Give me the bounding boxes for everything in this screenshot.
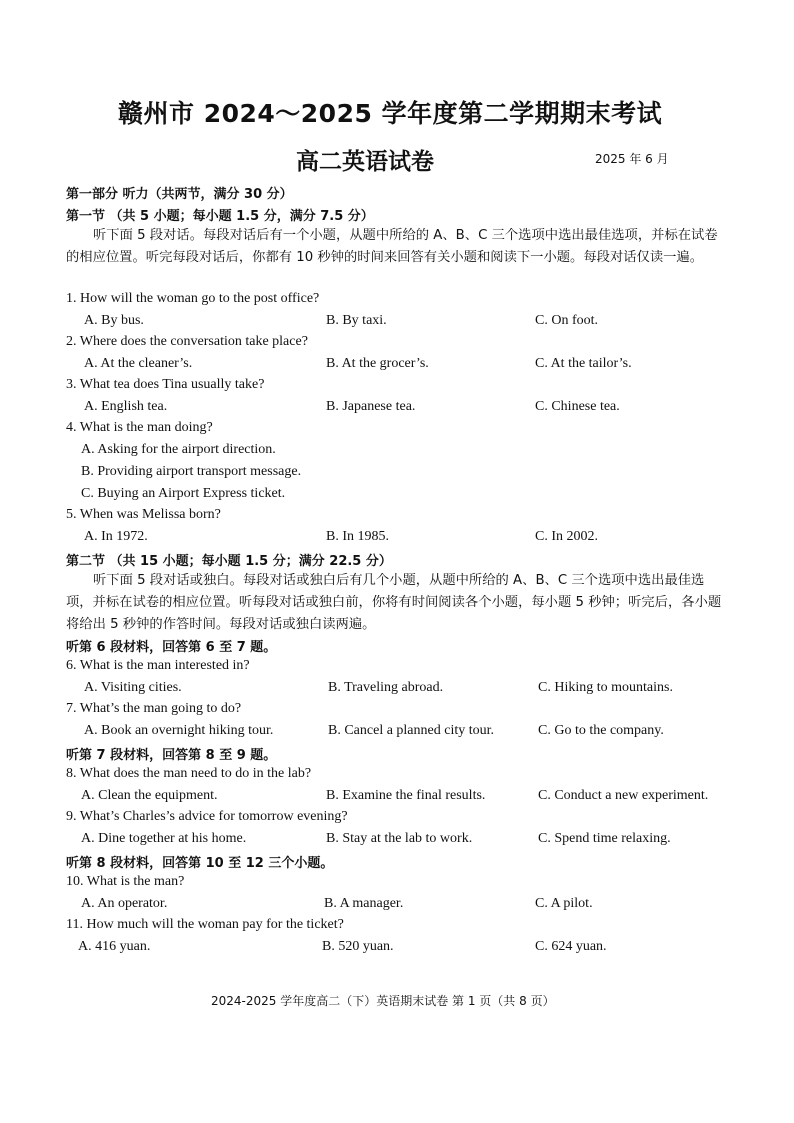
page-footer: 2024-2025 学年度高二（下）英语期末试卷 第 1 页（共 8 页） bbox=[211, 994, 555, 1008]
q11-option-a: A. 416 yuan. bbox=[78, 939, 151, 954]
q4-option-a: A. Asking for the airport direction. bbox=[81, 442, 276, 457]
q7-option-a: A. Book an overnight hiking tour. bbox=[84, 723, 274, 738]
q9-option-c: C. Spend time relaxing. bbox=[538, 831, 671, 846]
q6-option-a: A. Visiting cities. bbox=[84, 680, 182, 695]
q6-option-b: B. Traveling abroad. bbox=[328, 680, 444, 695]
section2-instructions: 听下面 5 段对话或独白。每段对话或独白后有几个小题，从题中所给的 A、B、C 三个选项中选出最佳选项，并标在试卷的相应位置。听每段对话或独白前，你将有时间阅读各个小题，每小题 5 秒钟；听完后，各小题将给出 5 秒钟的作答时间。每段对话或独白读两遍。 bbox=[66, 573, 722, 632]
q1-option-c: C. On foot. bbox=[535, 313, 598, 328]
section1-instructions: 听下面 5 段对话。每段对话后有一个小题，从题中所给的 A、B、C 三个选项中选出最佳选项，并标在试卷的相应位置。听完每段对话后，你都有 10 秒钟的时间来回答有关小题和阅读下一小题。每段对话仅读一遍。 bbox=[66, 228, 718, 265]
question-5: 5. When was Melissa born? bbox=[66, 507, 221, 522]
section2-heading: 第二节 （共 15 小题；每小题 1.5 分；满分 22.5 分） bbox=[66, 554, 392, 569]
exam-date: 2025 年 6 月 bbox=[595, 152, 669, 166]
q11-option-c: C. 624 yuan. bbox=[535, 939, 607, 954]
q4-option-c: C. Buying an Airport Express ticket. bbox=[81, 486, 286, 501]
q5-option-c: C. In 2002. bbox=[535, 529, 598, 544]
section1-heading: 第一节 （共 5 小题；每小题 1.5 分，满分 7.5 分） bbox=[66, 209, 374, 224]
q8-option-a: A. Clean the equipment. bbox=[81, 788, 218, 803]
q9-option-a: A. Dine together at his home. bbox=[81, 831, 247, 846]
q2-option-a: A. At the cleaner’s. bbox=[84, 356, 193, 371]
q2-option-c: C. At the tailor’s. bbox=[535, 356, 632, 371]
question-8: 8. What does the man need to do in the lab? bbox=[66, 766, 312, 781]
q6-option-c: C. Hiking to mountains. bbox=[538, 680, 673, 695]
exam-title: 赣州市 2024～2025 学年度第二学期期末考试 bbox=[118, 99, 663, 128]
q10-option-b: B. A manager. bbox=[324, 896, 404, 911]
question-2: 2. Where does the conversation take place? bbox=[66, 334, 308, 349]
question-1: 1. How will the woman go to the post office? bbox=[66, 291, 320, 306]
q2-option-b: B. At the grocer’s. bbox=[326, 356, 429, 371]
question-7: 7. What’s the man going to do? bbox=[66, 701, 242, 716]
q10-option-a: A. An operator. bbox=[81, 896, 168, 911]
q7-option-b: B. Cancel a planned city tour. bbox=[328, 723, 495, 738]
q5-option-a: A. In 1972. bbox=[84, 529, 148, 544]
q11-option-b: B. 520 yuan. bbox=[322, 939, 394, 954]
q4-option-b: B. Providing airport transport message. bbox=[81, 464, 302, 479]
page-title: 高二英语试卷 bbox=[296, 149, 434, 175]
q3-option-b: B. Japanese tea. bbox=[326, 399, 416, 414]
question-3: 3. What tea does Tina usually take? bbox=[66, 377, 265, 392]
question-10: 10. What is the man? bbox=[66, 874, 185, 889]
question-4: 4. What is the man doing? bbox=[66, 420, 213, 435]
question-11: 11. How much will the woman pay for the ticket? bbox=[66, 917, 344, 932]
q8-option-b: B. Examine the final results. bbox=[326, 788, 486, 803]
question-6: 6. What is the man interested in? bbox=[66, 658, 250, 673]
material-8-heading: 听第 8 段材料，回答第 10 至 12 三个小题。 bbox=[66, 856, 334, 871]
q7-option-c: C. Go to the company. bbox=[538, 723, 664, 738]
part1-heading: 第一部分 听力（共两节，满分 30 分） bbox=[66, 187, 293, 202]
q3-option-c: C. Chinese tea. bbox=[535, 399, 620, 414]
q10-option-c: C. A pilot. bbox=[535, 896, 593, 911]
material-6-heading: 听第 6 段材料，回答第 6 至 7 题。 bbox=[66, 640, 277, 655]
question-9: 9. What’s Charles’s advice for tomorrow evening? bbox=[66, 809, 348, 824]
q3-option-a: A. English tea. bbox=[84, 399, 168, 414]
q9-option-b: B. Stay at the lab to work. bbox=[326, 831, 473, 846]
q5-option-b: B. In 1985. bbox=[326, 529, 389, 544]
material-7-heading: 听第 7 段材料，回答第 8 至 9 题。 bbox=[66, 748, 277, 763]
q1-option-a: A. By bus. bbox=[84, 313, 144, 328]
q1-option-b: B. By taxi. bbox=[326, 313, 387, 328]
q8-option-c: C. Conduct a new experiment. bbox=[538, 788, 709, 803]
